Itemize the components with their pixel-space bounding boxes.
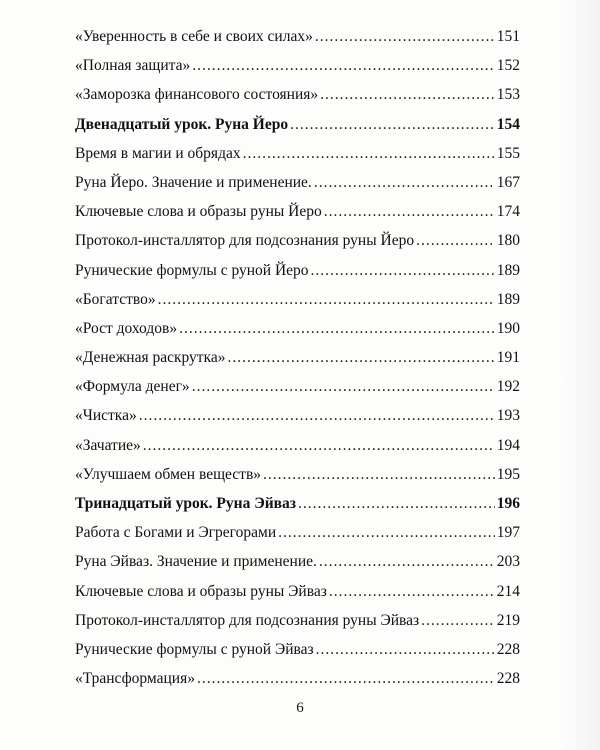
toc-leader-dots xyxy=(314,168,495,197)
toc-entry-page: 228 xyxy=(496,640,520,658)
toc-leader-dots xyxy=(324,197,495,226)
toc-entry-title: «Уверенность в себе и своих силах» xyxy=(75,28,313,45)
toc-leader-dots xyxy=(243,139,495,168)
toc-entry xyxy=(75,606,520,635)
toc-entry-page: 193 xyxy=(496,407,520,425)
toc-entry xyxy=(75,401,520,430)
table-of-contents xyxy=(75,22,520,693)
toc-entry-page: 203 xyxy=(496,553,520,571)
toc-entry-title: Руна Йеро. Значение и применение. xyxy=(75,173,312,191)
toc-entry-title: Рунические формулы с руной Йеро xyxy=(75,261,309,279)
toc-leader-dots xyxy=(329,577,495,606)
toc-entry xyxy=(75,22,520,51)
toc-entry-page: 219 xyxy=(496,611,520,629)
toc-entry xyxy=(75,51,520,80)
toc-leader-dots xyxy=(197,664,495,693)
toc-entry-title: «Рост доходов» xyxy=(75,319,178,337)
toc-entry xyxy=(75,197,520,226)
toc-leader-dots xyxy=(263,460,495,489)
toc-chapter-heading xyxy=(75,110,520,139)
toc-entry-page: 192 xyxy=(496,378,520,396)
toc-leader-dots xyxy=(311,256,495,285)
toc-entry-page: 152 xyxy=(496,57,520,75)
toc-leader-dots xyxy=(320,80,495,109)
toc-entry-page: 189 xyxy=(496,290,520,308)
toc-entry xyxy=(75,256,520,285)
toc-entry-page: 214 xyxy=(496,582,520,600)
toc-entry xyxy=(75,547,520,576)
toc-leader-dots xyxy=(192,51,495,80)
toc-entry xyxy=(75,635,520,664)
toc-entry-title: «Богатство» xyxy=(75,290,156,308)
toc-entry xyxy=(75,314,520,343)
toc-entry-title: Тринадцатый урок. Руна Эйваз xyxy=(75,495,296,512)
toc-entry-page: 228 xyxy=(496,670,520,688)
toc-entry-title: Руна Эйваз. Значение и применение. xyxy=(75,553,317,571)
toc-leader-dots xyxy=(143,431,495,460)
toc-entry-title: «Чистка» xyxy=(75,407,137,425)
toc-entry-page: 154 xyxy=(496,115,520,133)
toc-entry xyxy=(75,577,520,606)
page-edge-shadow xyxy=(560,0,600,750)
toc-entry xyxy=(75,168,520,197)
toc-leader-dots xyxy=(139,401,495,430)
toc-entry xyxy=(75,343,520,372)
toc-chapter-heading xyxy=(75,489,520,518)
toc-entry-page: 174 xyxy=(496,203,520,221)
toc-entry-title: Протокол-инсталлятор для подсознания руны Йеро xyxy=(75,232,415,250)
toc-entry-title: «Заморозка финансового состояния» xyxy=(75,86,319,104)
toc-entry-page: 196 xyxy=(496,495,520,512)
toc-entry-page: 194 xyxy=(496,436,520,454)
toc-entry-page: 189 xyxy=(496,261,520,279)
toc-entry xyxy=(75,226,520,255)
toc-entry-page: 191 xyxy=(496,349,520,367)
toc-entry-title: Рунические формулы с руной Эйваз xyxy=(75,640,314,658)
toc-entry-title: «Улучшаем обмен веществ» xyxy=(75,465,262,483)
toc-entry xyxy=(75,460,520,489)
toc-entry-page: 151 xyxy=(496,28,520,45)
toc-entry-page: 190 xyxy=(496,319,520,337)
toc-entry-title: «Трансформация» xyxy=(75,670,195,688)
toc-entry-title: «Зачатие» xyxy=(75,436,141,454)
toc-entry-title: Время в магии и обрядах xyxy=(75,144,241,162)
toc-entry-title: Протокол-инсталлятор для подсознания руны Эйваз xyxy=(75,611,420,629)
toc-entry xyxy=(75,518,520,547)
toc-leader-dots xyxy=(421,606,495,635)
toc-entry-page: 155 xyxy=(496,144,520,162)
toc-leader-dots xyxy=(228,343,495,372)
toc-leader-dots xyxy=(278,518,495,547)
toc-entry-title: Работа с Богами и Эгрегорами xyxy=(75,524,277,542)
toc-entry xyxy=(75,431,520,460)
toc-entry-title: Ключевые слова и образы руны Эйваз xyxy=(75,582,327,600)
toc-entry xyxy=(75,664,520,693)
toc-leader-dots xyxy=(192,372,495,401)
toc-entry-page: 195 xyxy=(496,465,520,483)
toc-leader-dots xyxy=(290,110,495,139)
toc-leader-dots xyxy=(179,314,495,343)
toc-entry xyxy=(75,139,520,168)
toc-leader-dots xyxy=(319,547,495,576)
toc-leader-dots xyxy=(315,22,495,51)
toc-entry-title: «Денежная раскрутка» xyxy=(75,349,226,367)
toc-entry-page: 167 xyxy=(496,173,520,191)
toc-entry-title: Двенадцатый урок. Руна Йеро xyxy=(75,115,289,133)
toc-leader-dots xyxy=(316,635,495,664)
toc-entry-page: 153 xyxy=(496,86,520,104)
toc-entry xyxy=(75,372,520,401)
toc-entry-page: 197 xyxy=(496,524,520,542)
toc-leader-dots xyxy=(298,489,495,518)
toc-entry xyxy=(75,80,520,109)
toc-entry-title: Ключевые слова и образы руны Йеро xyxy=(75,203,322,221)
toc-entry xyxy=(75,285,520,314)
toc-entry-title: «Формула денег» xyxy=(75,378,190,396)
toc-leader-dots xyxy=(416,226,495,255)
toc-entry-page: 180 xyxy=(496,232,520,250)
page-number: 6 xyxy=(296,700,304,716)
toc-entry-title: «Полная защита» xyxy=(75,57,191,75)
toc-leader-dots xyxy=(158,285,495,314)
